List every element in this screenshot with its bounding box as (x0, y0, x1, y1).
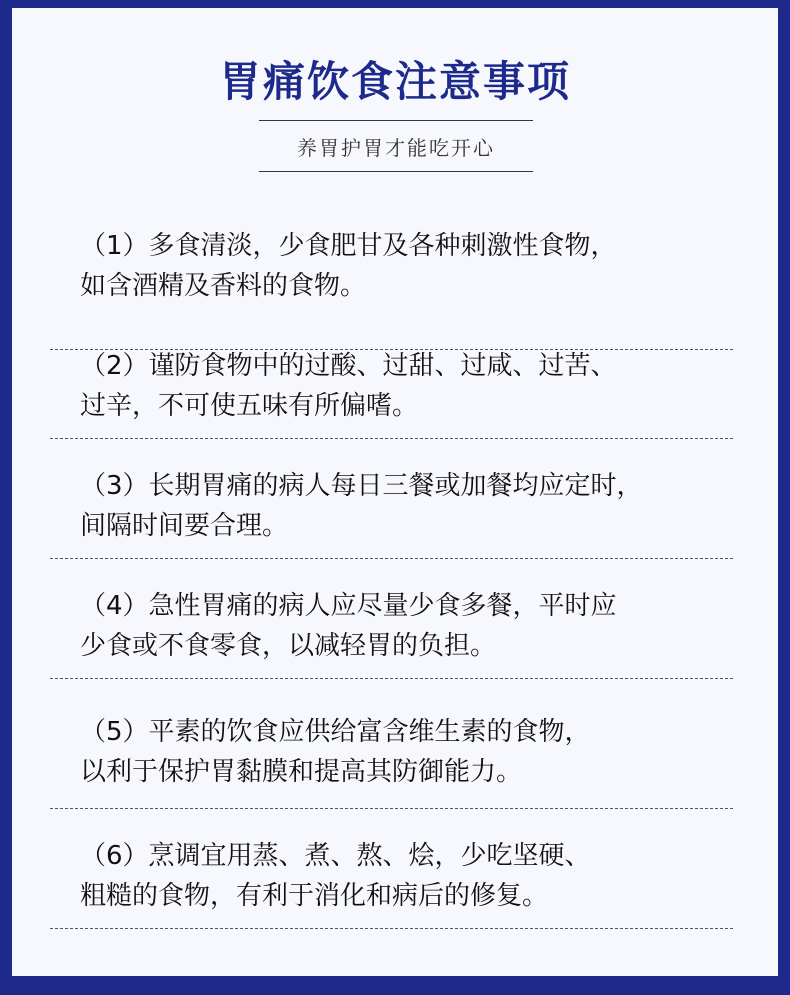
item-1-line-2: 如含酒精及香料的食物。 (80, 271, 367, 301)
item-5-line-2: 以利于保护胃黏膜和提高其防御能力。 (80, 757, 523, 787)
divider (50, 678, 733, 679)
item-6-line-2: 粗糙的食物，有利于消化和病后的修复。 (80, 881, 549, 911)
list-item-3 (80, 466, 760, 546)
list-item-4 (80, 586, 760, 666)
list-item-1 (80, 226, 760, 306)
list-item-5 (80, 712, 760, 792)
list-item-2 (80, 346, 760, 426)
subtitle: 养胃护胃才能吃开心 (297, 135, 495, 160)
item-2-line-1: （2）谨防食物中的过酸、过甜、过咸、过苦、 (80, 351, 617, 381)
divider (50, 928, 733, 929)
item-2-line-2: 过辛，不可使五味有所偏嗜。 (80, 391, 419, 421)
list-item-6 (80, 836, 760, 916)
item-6-line-1: （6）烹调宜用蒸、煮、熬、烩，少吃坚硬、 (80, 841, 591, 871)
item-1-line-1: （1）多食清淡，少食肥甘及各种刺激性食物， (80, 231, 617, 261)
divider (50, 438, 733, 439)
item-4-line-2: 少食或不食零食，以减轻胃的负担。 (80, 631, 497, 661)
item-4-line-1: （4）急性胃痛的病人应尽量少食多餐，平时应 (80, 591, 617, 621)
item-5-line-1: （5）平素的饮食应供给富含维生素的食物， (80, 717, 591, 747)
divider (50, 808, 733, 809)
subtitle-box (259, 120, 533, 172)
item-3-line-1: （3）长期胃痛的病人每日三餐或加餐均应定时， (80, 471, 643, 501)
divider (50, 558, 733, 559)
page-title: 胃痛饮食注意事项 (218, 57, 571, 106)
item-3-line-2: 间隔时间要合理。 (80, 511, 289, 541)
content-card (12, 8, 778, 976)
